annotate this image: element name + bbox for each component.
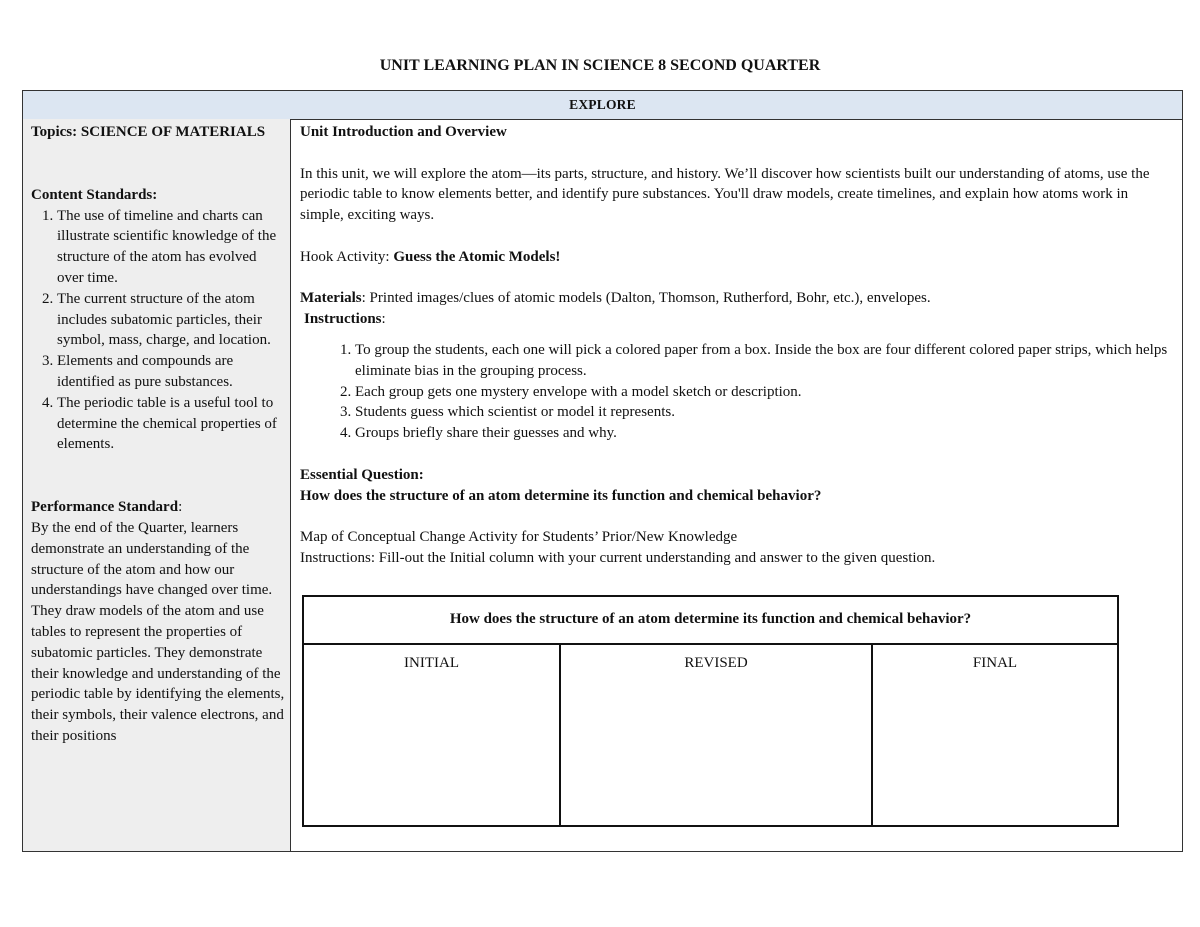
final-column[interactable]: FINAL	[972, 655, 1018, 671]
hook-activity	[300, 247, 1174, 268]
list-item: 1. The use of timeline and charts can illustrate scientific knowledge of the structure of the atom has evolved over time.	[57, 206, 285, 289]
essential-question: How does the structure of an atom determine its function and chemical behavior?	[300, 487, 822, 504]
explore-table	[22, 90, 1183, 852]
intro-heading: Unit Introduction and Overview	[300, 124, 507, 140]
performance-standard-label: Performance Standard	[31, 499, 179, 516]
performance-standard-colon: :	[178, 499, 183, 516]
list-item: 3. Students guess which scientist or model it represents.	[355, 402, 1174, 423]
list-item: 2. The current structure of the atom includes subatomic particles, their symbol, mass, charge, and location.	[57, 289, 285, 351]
conceptual-change-table	[302, 595, 1119, 827]
initial-column[interactable]: INITIAL	[304, 645, 561, 827]
map-title: Map of Conceptual Change Activity for Students’ Prior/New Knowledge	[300, 529, 738, 546]
essential-question-label: Essential Question:	[300, 466, 424, 483]
revised-column[interactable]: REVISED	[561, 645, 873, 827]
performance-standard-text: By the end of the Quarter, learners demonstrate an understanding of the structure of the atom and how our understandings have changed over time. They draw models of the atom and use tables to represent the properties of subatomic particles. They demonstrate their knowledge and understanding of the periodic table by identifying the elements, their symbols, their valence electrons, and their positions	[31, 519, 285, 744]
content-standards-list	[31, 206, 285, 456]
instructions-colon: :	[381, 311, 386, 328]
list-item: 1. To group the students, each one will pick a colored paper from a box. Inside the box are four different colored paper strips, which helps eliminate bias in the grouping process.	[355, 340, 1174, 382]
explore-header: EXPLORE	[23, 91, 1182, 120]
performance-standard-heading	[31, 497, 285, 518]
topics-label: Topics: SCIENCE OF MATERIALS	[31, 124, 266, 140]
materials-label: Materials	[300, 290, 362, 307]
standards-column	[23, 119, 291, 851]
list-item: 2. Each group gets one mystery envelope with a model sketch or description.	[355, 382, 1174, 403]
list-item: 4. Groups briefly share their guesses and why.	[355, 423, 1174, 444]
intro-text: In this unit, we will explore the atom—its parts, structure, and history. We’ll discover how scientists built our understanding of atoms, use the periodic table to know elements better, and identify pure substances. You'll draw models, create timelines, and explain how atoms work in simple, exciting ways.	[300, 165, 1150, 224]
list-item: 4. The periodic table is a useful tool to determine the chemical properties of elements.	[57, 393, 285, 455]
instructions-heading	[300, 309, 1174, 330]
instructions-label: Instructions	[304, 311, 382, 328]
content-standards-label: Content Standards:	[31, 186, 158, 203]
explore-content-column	[293, 119, 1182, 851]
map-instructions: Instructions: Fill-out the Initial column with your current understanding and answer to the given question.	[300, 549, 936, 566]
list-item: 3. Elements and compounds are identified as pure substances.	[57, 351, 285, 393]
hook-label: Hook Activity:	[300, 248, 394, 265]
hook-title: Guess the Atomic Models!	[393, 248, 561, 265]
conceptual-change-question: How does the structure of an atom determine its function and chemical behavior?	[304, 597, 1117, 645]
instructions-list	[300, 340, 1174, 444]
materials-text: : Printed images/clues of atomic models (Dalton, Thomson, Rutherford, Bohr, etc.), envelopes.	[361, 290, 931, 307]
materials	[300, 288, 1174, 309]
document-title: UNIT LEARNING PLAN IN SCIENCE 8 SECOND QUARTER	[379, 57, 821, 74]
